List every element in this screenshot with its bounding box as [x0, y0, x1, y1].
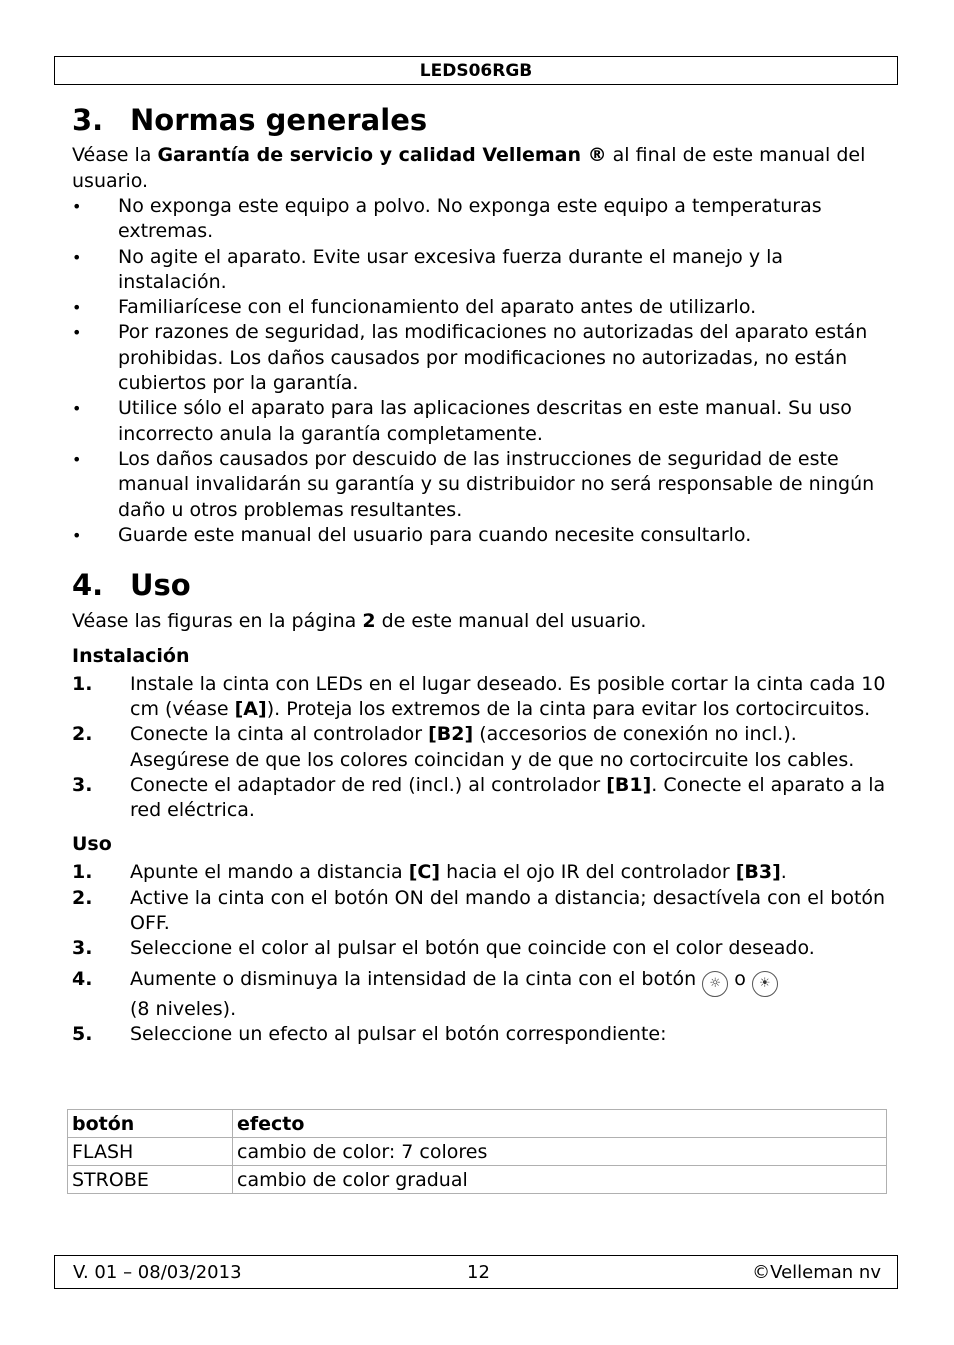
step-number: 1. [72, 861, 93, 884]
section-title: Uso [130, 568, 191, 603]
step-text: ). Proteja los extremos de la cinta para evitar los cortocircuitos. [266, 697, 871, 720]
list-item: • No agite el aparato. Evite usar excesiva fuerza durante el manejo y la instalación. [72, 245, 887, 296]
list-item [72, 1022, 887, 1047]
step-number: 3. [72, 937, 93, 960]
step-text: Apunte el mando a distancia [130, 861, 409, 884]
list-item [72, 936, 887, 961]
table-cell: FLASH [68, 1138, 233, 1166]
list-item [72, 860, 887, 885]
table-row [68, 1138, 887, 1166]
intro-bold: Garantía de servicio y calidad Velleman ® [157, 144, 607, 166]
table-cell: cambio de color gradual [233, 1166, 887, 1194]
step-text: Instale la cinta con LEDs en el lugar deseado. Es posible cortar la cinta cada 10 cm (véase [130, 672, 886, 720]
step-ref: [B2] [428, 723, 474, 746]
step-text: Conecte la cinta al controlador [130, 723, 429, 746]
step-text: Active la cinta con el botón ON del mando a distancia; desactívela con el botón OFF. [130, 886, 886, 935]
effects-table [67, 1109, 887, 1194]
step-ref: [B3] [735, 861, 781, 884]
use-steps [72, 860, 887, 1047]
page-header [54, 56, 898, 85]
step-text: Aumente o disminuya la intensidad de la cinta con el botón [130, 967, 697, 990]
step-number: 3. [72, 773, 93, 796]
list-item: • Familiarícese con el funcionamiento del aparato antes de utilizarlo. [72, 295, 887, 320]
section-4-heading [72, 565, 887, 605]
page-content [72, 100, 887, 1047]
list-item: • No exponga este equipo a polvo. No exponga este equipo a temperaturas extremas. [72, 194, 887, 245]
intro-text: de este manual del usuario. [375, 610, 647, 633]
section-3-intro [72, 143, 887, 194]
general-rules-list [72, 194, 887, 548]
table-header-row [68, 1110, 887, 1138]
table-cell: STROBE [68, 1166, 233, 1194]
section-number: 3. [72, 103, 104, 137]
intro-text: Véase las figuras en la página [72, 610, 363, 633]
list-item [72, 886, 887, 937]
step-ref: [A] [234, 697, 267, 720]
list-item [72, 722, 887, 773]
intro-bold: 2 [362, 610, 376, 633]
list-item: • Los daños causados por descuido de las instrucciones de seguridad de este manual invalidarán su garantía y su distribuidor no será responsable de ningún daño u otros problemas resultantes. [72, 447, 887, 523]
step-text: (accesorios de conexión no incl.). Asegúrese de que los colores coincidan y de que no cortocircuite los cables. [130, 723, 855, 771]
intro-text: al final de este manual del usuario. [72, 144, 866, 192]
model-name: LEDS06RGB [419, 61, 533, 81]
step-text: o [734, 967, 746, 990]
table-row [68, 1166, 887, 1194]
list-item [72, 773, 887, 824]
step-text: Seleccione un efecto al pulsar el botón correspondiente: [130, 1022, 667, 1045]
list-item [72, 967, 887, 1022]
list-item: • Guarde este manual del usuario para cuando necesite consultarlo. [72, 523, 887, 548]
section-3-heading [72, 100, 887, 140]
step-text: . Conecte el aparato a la red eléctrica. [130, 773, 886, 822]
step-number: 5. [72, 1022, 93, 1045]
section-title: Normas generales [130, 103, 428, 137]
page-footer [54, 1255, 898, 1289]
step-number: 2. [72, 723, 93, 746]
version-date: V. 01 – 08/03/2013 [73, 1262, 242, 1283]
intro-text: Véase la [72, 144, 158, 166]
page-number: 12 [467, 1262, 490, 1283]
step-text: . [780, 861, 787, 884]
use-heading: Uso [72, 833, 112, 856]
step-number: 4. [72, 967, 93, 990]
step-text: Seleccione el color al pulsar el botón que coincide con el color deseado. [130, 937, 815, 960]
brightness-down-icon: ☀ [752, 971, 778, 997]
step-number: 1. [72, 672, 93, 695]
step-number: 2. [72, 886, 93, 909]
copyright: ©Velleman nv [752, 1262, 881, 1283]
step-ref: [C] [408, 861, 441, 884]
step-ref: [B1] [606, 773, 652, 796]
table-cell: cambio de color: 7 colores [233, 1138, 887, 1166]
column-header: botón [68, 1110, 233, 1138]
section-4-intro [72, 609, 887, 635]
step-text: hacia el ojo IR del controlador [440, 861, 736, 884]
installation-heading: Instalación [72, 644, 190, 667]
brightness-up-icon: ☼ [702, 971, 728, 997]
section-number: 4. [72, 568, 104, 603]
list-item: • Utilice sólo el aparato para las aplicaciones descritas en este manual. Su uso incorrecto anula la garantía completamente. [72, 396, 887, 447]
list-item: • Por razones de seguridad, las modificaciones no autorizadas del aparato están prohibidas. Los daños causados por modificaciones no autorizadas, no están cubiertos por la garantía. [72, 320, 887, 396]
column-header: efecto [233, 1110, 887, 1138]
step-text: Conecte el adaptador de red (incl.) al controlador [130, 773, 607, 796]
step-text: (8 niveles). [130, 997, 237, 1020]
list-item [72, 672, 887, 723]
installation-steps [72, 672, 887, 824]
